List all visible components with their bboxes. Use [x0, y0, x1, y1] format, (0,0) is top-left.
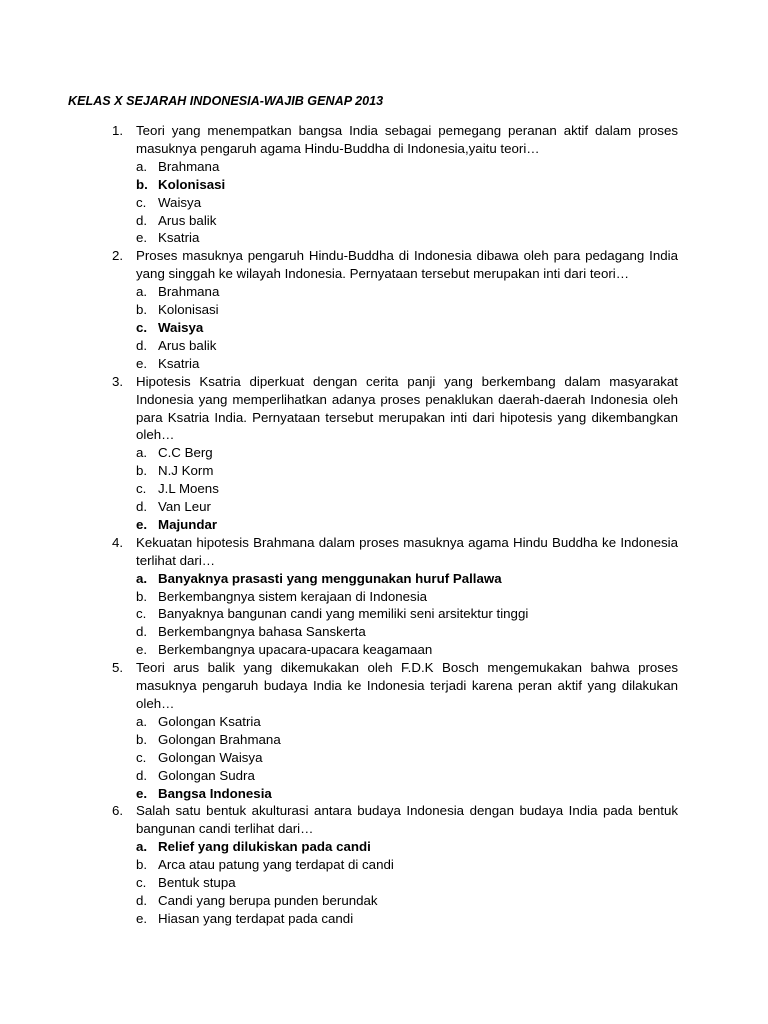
option-letter: e.: [136, 230, 148, 246]
answer-option: [136, 874, 678, 892]
option-list: [136, 283, 678, 373]
option-text: Golongan Sudra: [158, 767, 255, 783]
option-letter: b.: [136, 731, 148, 747]
option-letter: d.: [136, 624, 148, 640]
option-list: [136, 158, 678, 248]
answer-option: [136, 623, 678, 641]
option-letter: a.: [136, 713, 148, 729]
question-number: 4.: [112, 534, 124, 550]
option-letter: d.: [136, 892, 148, 908]
document-title: KELAS X SEJARAH INDONESIA-WAJIB GENAP 2013: [68, 94, 384, 108]
answer-option: [136, 480, 678, 498]
answer-option: [136, 856, 678, 874]
option-text: Banyaknya bangunan candi yang memiliki seni arsitektur tinggi: [158, 606, 529, 622]
answer-option: [136, 910, 678, 928]
option-text: Arus balik: [158, 337, 217, 353]
answer-option: [136, 194, 678, 212]
option-text: Kolonisasi: [158, 176, 226, 192]
answer-option: [136, 158, 678, 176]
option-letter: e.: [136, 355, 148, 371]
answer-option: [136, 283, 678, 301]
question-item: [112, 247, 678, 372]
question-text: Kekuatan hipotesis Brahmana dalam proses masuknya agama Hindu Buddha ke Indonesia terlihat dari…: [136, 534, 678, 568]
option-text: Golongan Ksatria: [158, 713, 261, 729]
option-text: Van Leur: [158, 499, 211, 515]
question-item: [112, 373, 678, 534]
question-text: Proses masuknya pengaruh Hindu-Buddha di Indonesia dibawa oleh para pedagang India yang singgah ke wilayah Indonesia. Pernyataan tersebut merupakan inti dari teori…: [136, 248, 678, 282]
answer-option-correct: [136, 785, 678, 803]
answer-option: [136, 641, 678, 659]
option-letter: c.: [136, 875, 147, 891]
question-number: 5.: [112, 660, 124, 676]
option-text: Relief yang dilukiskan pada candi: [158, 839, 371, 855]
answer-option: [136, 498, 678, 516]
answer-option: [136, 749, 678, 767]
answer-option: [136, 212, 678, 230]
option-text: Waisya: [158, 194, 202, 210]
answer-option: [136, 892, 678, 910]
option-list: [136, 713, 678, 803]
option-text: Brahmana: [158, 284, 220, 300]
option-list: [136, 838, 678, 928]
question-number: 2.: [112, 248, 124, 264]
option-text: Bentuk stupa: [158, 875, 236, 891]
option-text: Banyaknya prasasti yang menggunakan huruf Pallawa: [158, 570, 502, 586]
option-letter: b.: [136, 302, 148, 318]
answer-option: [136, 731, 678, 749]
option-letter: c.: [136, 194, 147, 210]
question-item: [112, 659, 678, 802]
answer-option: [136, 605, 678, 623]
question-number: 6.: [112, 803, 124, 819]
option-letter: d.: [136, 767, 148, 783]
answer-option-correct: [136, 176, 678, 194]
option-letter: b.: [136, 588, 148, 604]
option-letter: a.: [136, 839, 148, 855]
option-letter: a.: [136, 570, 148, 586]
answer-option: [136, 301, 678, 319]
option-letter: e.: [136, 642, 148, 658]
option-letter: b.: [136, 857, 148, 873]
question-number: 3.: [112, 373, 124, 389]
option-text: Ksatria: [158, 355, 200, 371]
answer-option-correct: [136, 570, 678, 588]
question-item: [112, 534, 678, 659]
answer-option: [136, 588, 678, 606]
option-letter: b.: [136, 463, 148, 479]
answer-option: [136, 462, 678, 480]
option-letter: a.: [136, 445, 148, 461]
option-letter: a.: [136, 158, 148, 174]
option-letter: c.: [136, 319, 148, 335]
question-item: [112, 122, 678, 247]
question-text: Hipotesis Ksatria diperkuat dengan cerita panji yang berkembang dalam masyarakat Indonesia yang memperlihatkan adanya proses penaklukan daerah-daerah Indonesia oleh para Ksatria India. Pernyataan tersebut merupakan inti dari hipotesis yang dikembangkan oleh…: [136, 373, 678, 443]
option-text: Waisya: [158, 319, 204, 335]
option-text: Candi yang berupa punden berundak: [158, 892, 378, 908]
option-letter: c.: [136, 749, 147, 765]
answer-option: [136, 355, 678, 373]
option-list: [136, 444, 678, 534]
answer-option-correct: [136, 838, 678, 856]
question-item: [112, 802, 678, 927]
option-text: Golongan Waisya: [158, 749, 263, 765]
option-text: J.L Moens: [158, 481, 219, 497]
option-text: Berkembangnya bahasa Sanskerta: [158, 624, 366, 640]
answer-option: [136, 444, 678, 462]
option-text: Kolonisasi: [158, 302, 219, 318]
answer-option: [136, 713, 678, 731]
option-text: Hiasan yang terdapat pada candi: [158, 910, 354, 926]
answer-option: [136, 767, 678, 785]
option-text: Brahmana: [158, 158, 220, 174]
option-letter: c.: [136, 606, 147, 622]
question-number: 1.: [112, 123, 124, 138]
question-text: Teori yang menempatkan bangsa India sebagai pemegang peranan aktif dalam proses masuknya pengaruh agama Hindu-Buddha di Indonesia,yaitu teori…: [136, 123, 678, 156]
option-text: Golongan Brahmana: [158, 731, 281, 747]
option-text: C.C Berg: [158, 445, 213, 461]
question-text: Teori arus balik yang dikemukakan oleh F.D.K Bosch mengemukakan bahwa proses masuknya pengaruh budaya India ke Indonesia terjadi karena peran aktif yang dilakukan oleh…: [136, 660, 678, 711]
option-text: Ksatria: [158, 230, 200, 246]
option-letter: d.: [136, 499, 148, 515]
option-letter: e.: [136, 910, 148, 926]
answer-option: [136, 229, 678, 247]
answer-option-correct: [136, 516, 678, 534]
option-text: Arca atau patung yang terdapat di candi: [158, 857, 394, 873]
option-letter: e.: [136, 785, 148, 801]
option-letter: b.: [136, 176, 148, 192]
option-text: N.J Korm: [158, 463, 214, 479]
option-text: Berkembangnya upacara-upacara keagamaan: [158, 642, 433, 658]
option-letter: d.: [136, 212, 148, 228]
answer-option: [136, 337, 678, 355]
option-text: Berkembangnya sistem kerajaan di Indonesia: [158, 588, 428, 604]
question-text: Salah satu bentuk akulturasi antara budaya Indonesia dengan budaya India pada bentuk bangunan candi terlihat dari…: [136, 803, 678, 837]
option-text: Bangsa Indonesia: [158, 785, 272, 801]
answer-option-correct: [136, 319, 678, 337]
option-letter: e.: [136, 516, 148, 532]
option-list: [136, 570, 678, 660]
option-letter: d.: [136, 337, 148, 353]
option-letter: c.: [136, 481, 147, 497]
option-text: Majundar: [158, 516, 218, 532]
question-list: [112, 122, 678, 928]
option-text: Arus balik: [158, 212, 217, 228]
option-letter: a.: [136, 284, 148, 300]
